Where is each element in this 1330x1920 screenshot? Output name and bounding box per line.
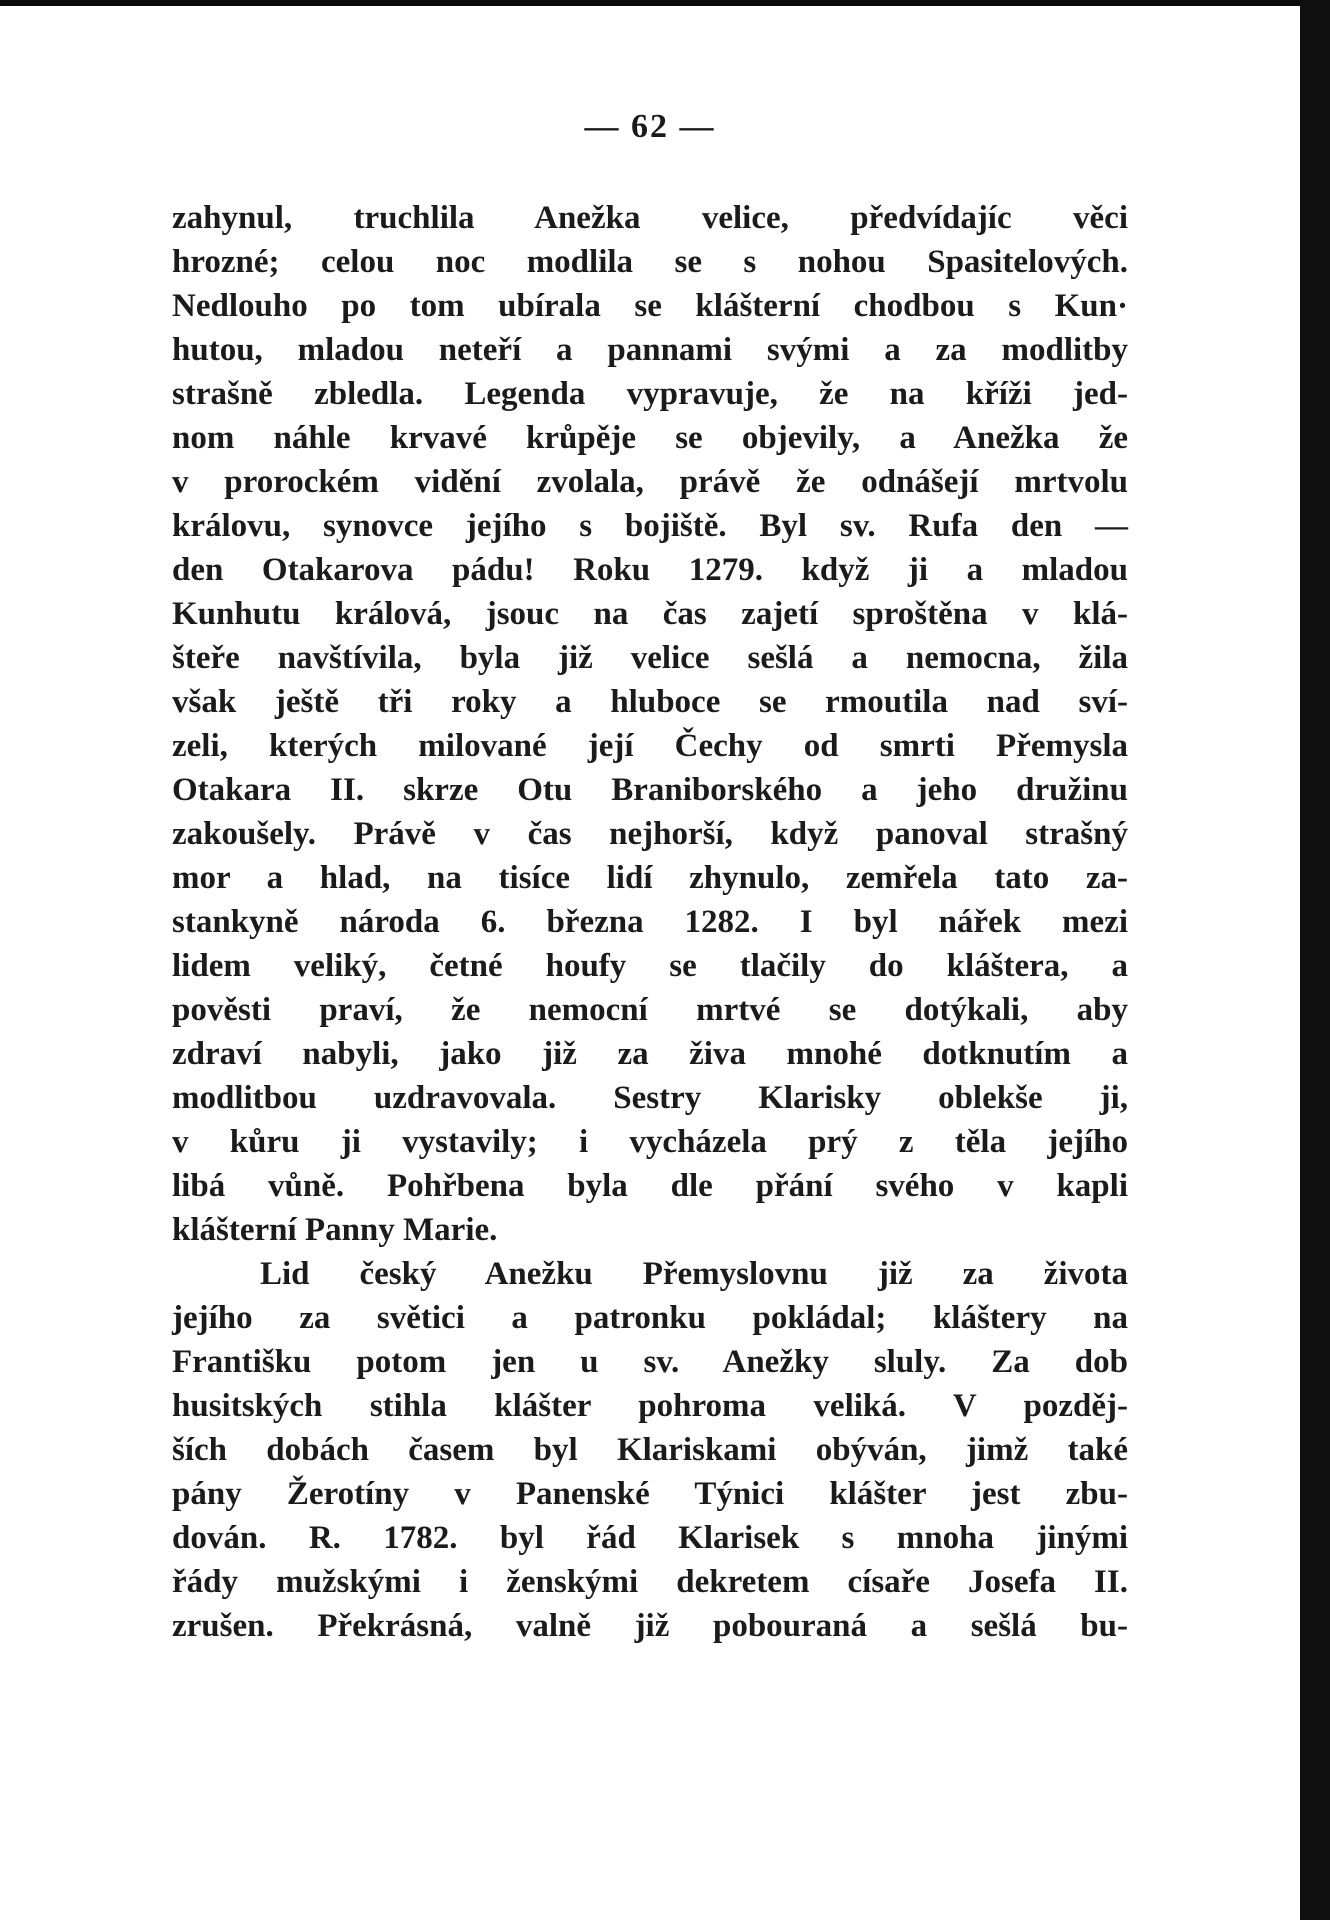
text-line: šteře navštívila, byla již velice sešlá a nemocna, žila bbox=[172, 640, 1128, 676]
text-line: Kunhutu králová, jsouc na čas zajetí sproštěna v klá- bbox=[172, 596, 1128, 632]
text-line: pověsti praví, že nemocní mrtvé se dotýkali, aby bbox=[172, 992, 1128, 1028]
text-line: dován. R. 1782. byl řád Klarisek s mnoha jinými bbox=[172, 1520, 1128, 1556]
text-line: modlitbou uzdravovala. Sestry Klarisky oblekše ji, bbox=[172, 1080, 1128, 1116]
text-line: hutou, mladou neteří a pannami svými a za modlitby bbox=[172, 332, 1128, 368]
text-line: den Otakarova pádu! Roku 1279. když ji a mladou bbox=[172, 552, 1128, 588]
text-line: zrušen. Překrásná, valně již pobouraná a sešlá bu- bbox=[172, 1608, 1128, 1644]
text-line: mor a hlad, na tisíce lidí zhynulo, zemřela tato za- bbox=[172, 860, 1128, 896]
text-line: klášterní Panny Marie. bbox=[172, 1212, 498, 1248]
text-line: v prorockém vidění zvolala, právě že odnášejí mrtvolu bbox=[172, 464, 1128, 500]
text-line: zakoušely. Právě v čas nejhorší, když panoval strašný bbox=[172, 816, 1128, 852]
text-line: pány Žerotíny v Panenské Týnici klášter jest zbu- bbox=[172, 1476, 1128, 1512]
text-line: zdraví nabyli, jako již za živa mnohé dotknutím a bbox=[172, 1036, 1128, 1072]
text-line: hrozné; celou noc modlila se s nohou Spasitelových. bbox=[172, 244, 1128, 280]
text-line: husitských stihla klášter pohroma veliká. V pozděj- bbox=[172, 1388, 1128, 1424]
text-line: však ještě tři roky a hluboce se rmoutila nad sví- bbox=[172, 684, 1128, 720]
text-line: libá vůně. Pohřbena byla dle přání svého v kapli bbox=[172, 1168, 1128, 1204]
text-line: strašně zbledla. Legenda vypravuje, že na kříži jed- bbox=[172, 376, 1128, 412]
text-line: zeli, kterých milované její Čechy od smrti Přemysla bbox=[172, 728, 1128, 764]
text-line: Lid český Anežku Přemyslovnu již za života bbox=[260, 1256, 1128, 1292]
page-number: — 62 — bbox=[584, 108, 716, 145]
text-line: královu, synovce jejího s bojiště. Byl sv. Rufa den — bbox=[172, 508, 1128, 544]
scan-edge bbox=[1300, 0, 1330, 1920]
text-line: Františku potom jen u sv. Anežky sluly. Za dob bbox=[172, 1344, 1128, 1380]
body-text bbox=[172, 196, 1128, 1648]
text-line: řády mužskými i ženskými dekretem císaře Josefa II. bbox=[172, 1564, 1128, 1600]
text-line: Otakara II. skrze Otu Braniborského a jeho družinu bbox=[172, 772, 1128, 808]
book-page bbox=[0, 6, 1300, 1920]
text-line: v kůru ji vystavily; i vycházela prý z těla jejího bbox=[172, 1124, 1128, 1160]
text-line: jejího za světici a patronku pokládal; kláštery na bbox=[172, 1300, 1128, 1336]
text-line: zahynul, truchlila Anežka velice, předvídajíc věci bbox=[172, 200, 1128, 236]
text-line: lidem veliký, četné houfy se tlačily do kláštera, a bbox=[172, 948, 1128, 984]
text-line: Nedlouho po tom ubírala se klášterní chodbou s Kun· bbox=[172, 288, 1128, 324]
text-line: nom náhle krvavé krůpěje se objevily, a Anežka že bbox=[172, 420, 1128, 456]
text-line: ších dobách časem byl Klariskami obýván, jimž také bbox=[172, 1432, 1128, 1468]
text-line: stankyně národa 6. března 1282. I byl nářek mezi bbox=[172, 904, 1128, 940]
